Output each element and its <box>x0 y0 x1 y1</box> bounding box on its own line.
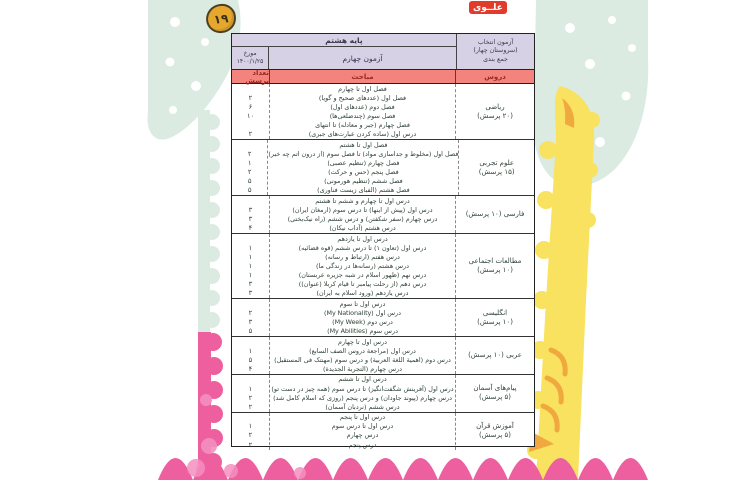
subject-line: پیام‌های آسمان <box>473 384 517 393</box>
grade-title: پایه هشتم <box>232 34 456 47</box>
subject-section <box>232 140 534 196</box>
topic-cell: درس اول (مراجعة دروس الصف السابع) <box>309 346 416 355</box>
count-cell: ۳ <box>248 279 253 288</box>
count-cell: ۱۰ <box>246 111 255 120</box>
topics-column <box>269 234 456 298</box>
subject-section <box>232 196 534 234</box>
count-cell: ۲ <box>248 402 253 411</box>
topic-cell: درس چهارم (التجربة الجدیدة) <box>323 364 402 373</box>
topic-cell: درس دوم (My Week) <box>332 317 393 326</box>
topic-cell: درس دهم (از رحلت پیامبر تا قیام کربلا (عنوان)) <box>298 279 427 288</box>
topics-column <box>269 196 456 233</box>
exam-type-cell <box>456 34 534 69</box>
column-header-row <box>232 69 534 84</box>
topic-cell: درس اول تا درس سوم <box>331 422 394 431</box>
topic-cell: درس اول (آفرینش شگفت‌انگیز) تا درس سوم (همه چیز در دست تو) <box>271 384 454 393</box>
topic-cell: درس چهارم <box>346 431 379 440</box>
count-cell: ۲ <box>248 93 253 102</box>
topic-cell: درس هشتم (رسانه‌ها در زندگی ما) <box>316 261 409 270</box>
subject-line: فارسی (۱۰ پرسش) <box>465 210 525 219</box>
counts-column <box>232 196 269 233</box>
subject-line: مطالعات اجتماعی <box>468 257 522 266</box>
topic-cell: درس اول (تعاون ۱) تا درس ششم (قوه قضائیه) <box>298 243 427 252</box>
count-cell <box>232 141 267 150</box>
topics-column-header: مباحث <box>269 70 456 83</box>
exam-type-line-3: جمع بندی <box>483 55 508 63</box>
topic-cell: فصل چهارم (جبر و معادله) تا انتهای <box>315 120 410 129</box>
subject-line: (۵ پرسش) <box>478 393 512 402</box>
topic-cell: درس اول تا سوم <box>339 299 386 308</box>
counts-column <box>232 413 269 450</box>
topic-cell: درس اول تا ششم <box>338 375 387 384</box>
subject-section <box>232 337 534 375</box>
subject-cell <box>456 413 534 450</box>
counts-column <box>232 337 269 374</box>
count-cell: ۱ <box>248 346 253 355</box>
count-cell: ۵ <box>247 186 252 195</box>
exam-syllabus-table <box>231 33 535 447</box>
page-number: ۱۹ <box>212 10 230 27</box>
topic-cell: درس نهم (ظهور اسلام در شبه جزیره عربستان) <box>298 270 427 279</box>
topic-cell: درس هفتم (ارتباط و رسانه) <box>325 252 400 261</box>
count-cell: ۲ <box>248 431 253 440</box>
subject-line: (۲۰ پرسش) <box>477 111 513 120</box>
topic-cell: درس اول تا چهارم <box>338 337 387 346</box>
subject-line: (۱۰ پرسش) <box>477 317 513 326</box>
count-cell: ۵ <box>248 326 253 335</box>
count-cell <box>232 121 269 130</box>
date-value: ۱۴۰۰/۱/۲۵ <box>236 58 264 65</box>
topic-cell: درس چهارم (سفر شکفتن) و درس ششم (راه نیک‌بختی) <box>287 214 438 223</box>
subject-cell <box>459 140 534 195</box>
count-cell: ۱ <box>247 158 252 167</box>
count-cell: ۱ <box>248 422 253 431</box>
topic-cell: درس اول تا پنجم <box>339 413 386 422</box>
topic-cell: درس اول (My Nationality) <box>324 308 401 317</box>
topic-cell: درس اول تا چهارم و ششم تا هشتم <box>315 196 410 205</box>
count-cell <box>232 197 269 206</box>
topic-cell: درس ششم (نردبان آسمان) <box>325 402 400 411</box>
subject-cell <box>456 337 534 374</box>
count-cell: ۳ <box>248 214 253 223</box>
topic-cell: درس اول تا یازدهم <box>337 234 388 243</box>
subject-line: (۱۵ پرسش) <box>478 167 515 176</box>
topic-cell: فصل اول تا چهارم <box>338 84 387 93</box>
subject-line: انگلیسی <box>482 308 508 317</box>
subject-line: ریاضی <box>485 102 505 111</box>
subject-cell <box>456 84 534 139</box>
count-cell <box>232 235 269 244</box>
count-cell: ۵ <box>248 355 253 364</box>
topic-cell: فصل سوم (چندضلعی‌ها) <box>329 111 396 120</box>
count-cell: ۳ <box>248 289 253 298</box>
count-cell: ۲ <box>248 129 253 138</box>
subject-cell <box>456 234 534 298</box>
count-cell: ۲ <box>248 308 253 317</box>
counts-column <box>232 234 269 298</box>
topic-cell: فصل چهارم (تنظیم عصبی) <box>327 158 400 167</box>
subject-line: آموزش قرآن <box>476 422 514 431</box>
count-cell: ۲ <box>247 149 252 158</box>
count-cell: ۴ <box>248 223 253 232</box>
topic-cell: درس اول (ساده کردن عبارت‌های جبری) <box>308 129 417 138</box>
count-cell: ۴ <box>248 364 253 373</box>
topics-column <box>269 337 456 374</box>
exam-type-line-1: آزمون انتخاب <box>477 38 514 46</box>
subjects-column-header: دروس <box>484 72 506 81</box>
count-cell: ۲ <box>248 393 253 402</box>
count-column-header: تعداد پرسش <box>245 68 269 85</box>
table-header <box>232 34 534 69</box>
count-cell <box>232 375 269 384</box>
topics-column <box>269 84 456 139</box>
topic-cell: درس هشتم (آداب نیکان) <box>329 223 396 232</box>
count-cell: ۱ <box>248 261 253 270</box>
count-cell: ۲ <box>248 440 253 449</box>
topic-cell: درس چهارم (پیوند جاودان) و درس پنجم (روزی که اسلام کامل شد) <box>273 393 452 402</box>
topic-cell: فصل اول (مخلوط و جداسازی مواد) تا فصل سوم (از درون اتم چه خبر) <box>268 149 459 158</box>
topic-cell: درس پنجم <box>348 440 377 449</box>
table-body <box>232 84 534 450</box>
topic-cell: فصل ششم (تنظیم هورمونی) <box>324 176 403 185</box>
header-row-2 <box>232 47 456 69</box>
topic-cell: فصل دوم (عددهای اول) <box>330 102 395 111</box>
count-cell: ۳ <box>248 205 253 214</box>
count-cell: ۲ <box>247 167 252 176</box>
topic-cell: درس سوم (My Abilities) <box>327 326 398 335</box>
exam-name: آزمون چهارم <box>269 47 456 69</box>
subject-line: (۱۰ پرسش) <box>477 266 513 275</box>
topics-column <box>269 299 456 336</box>
count-cell <box>232 413 269 422</box>
count-cell: ۳ <box>248 317 253 326</box>
alavi-logo <box>469 1 507 14</box>
header-main <box>232 34 456 69</box>
topics-column <box>269 375 456 412</box>
exam-date-cell <box>232 47 269 69</box>
count-cell <box>232 338 269 347</box>
counts-column <box>232 299 269 336</box>
subject-section <box>232 299 534 337</box>
count-cell: ۱ <box>248 243 253 252</box>
count-cell: ۱ <box>248 270 253 279</box>
subject-section <box>232 84 534 140</box>
topic-cell: درس اول (پیش از اینها) تا درس سوم (ارمغان ایران) <box>292 205 433 214</box>
count-cell <box>232 85 269 94</box>
subject-cell <box>456 299 534 336</box>
topic-cell: درس دوم (اهمیة اللغة العربیة) و درس سوم (مهنتک فی المستقبل) <box>274 355 451 364</box>
topic-cell: فصل اول (عددهای صحیح و گویا) <box>318 93 407 102</box>
subject-section <box>232 234 534 299</box>
topic-cell: فصل هشتم (الفبای زیست فناوری) <box>317 186 410 195</box>
count-cell: ۱ <box>248 384 253 393</box>
topic-cell: درس یازدهم (ورود اسلام به ایران) <box>316 289 409 298</box>
count-cell: ۱ <box>248 252 253 261</box>
count-cell <box>232 300 269 309</box>
topic-cell: فصل اول تا هشتم <box>339 140 388 149</box>
count-cell: ۶ <box>248 102 253 111</box>
date-label: مورخ <box>243 50 257 57</box>
subject-cell <box>456 196 534 233</box>
counts-column <box>232 375 269 412</box>
subject-line: عربی (۱۰ پرسش) <box>468 350 522 359</box>
topics-column <box>267 140 459 195</box>
topics-column <box>269 413 456 450</box>
count-cell: ۵ <box>247 176 252 185</box>
exam-type-line-2: (سروستان چهار) <box>473 47 518 55</box>
subject-line: علوم تجربی <box>479 158 515 167</box>
subject-section <box>232 375 534 413</box>
subject-cell <box>456 375 534 412</box>
subject-line: (۵ پرسش) <box>478 431 512 440</box>
subject-section <box>232 413 534 450</box>
topic-cell: فصل پنجم (حس و حرکت) <box>328 167 399 176</box>
counts-column <box>232 140 267 195</box>
alavi-logo-text: علــوی <box>473 2 503 13</box>
counts-column <box>232 84 269 139</box>
